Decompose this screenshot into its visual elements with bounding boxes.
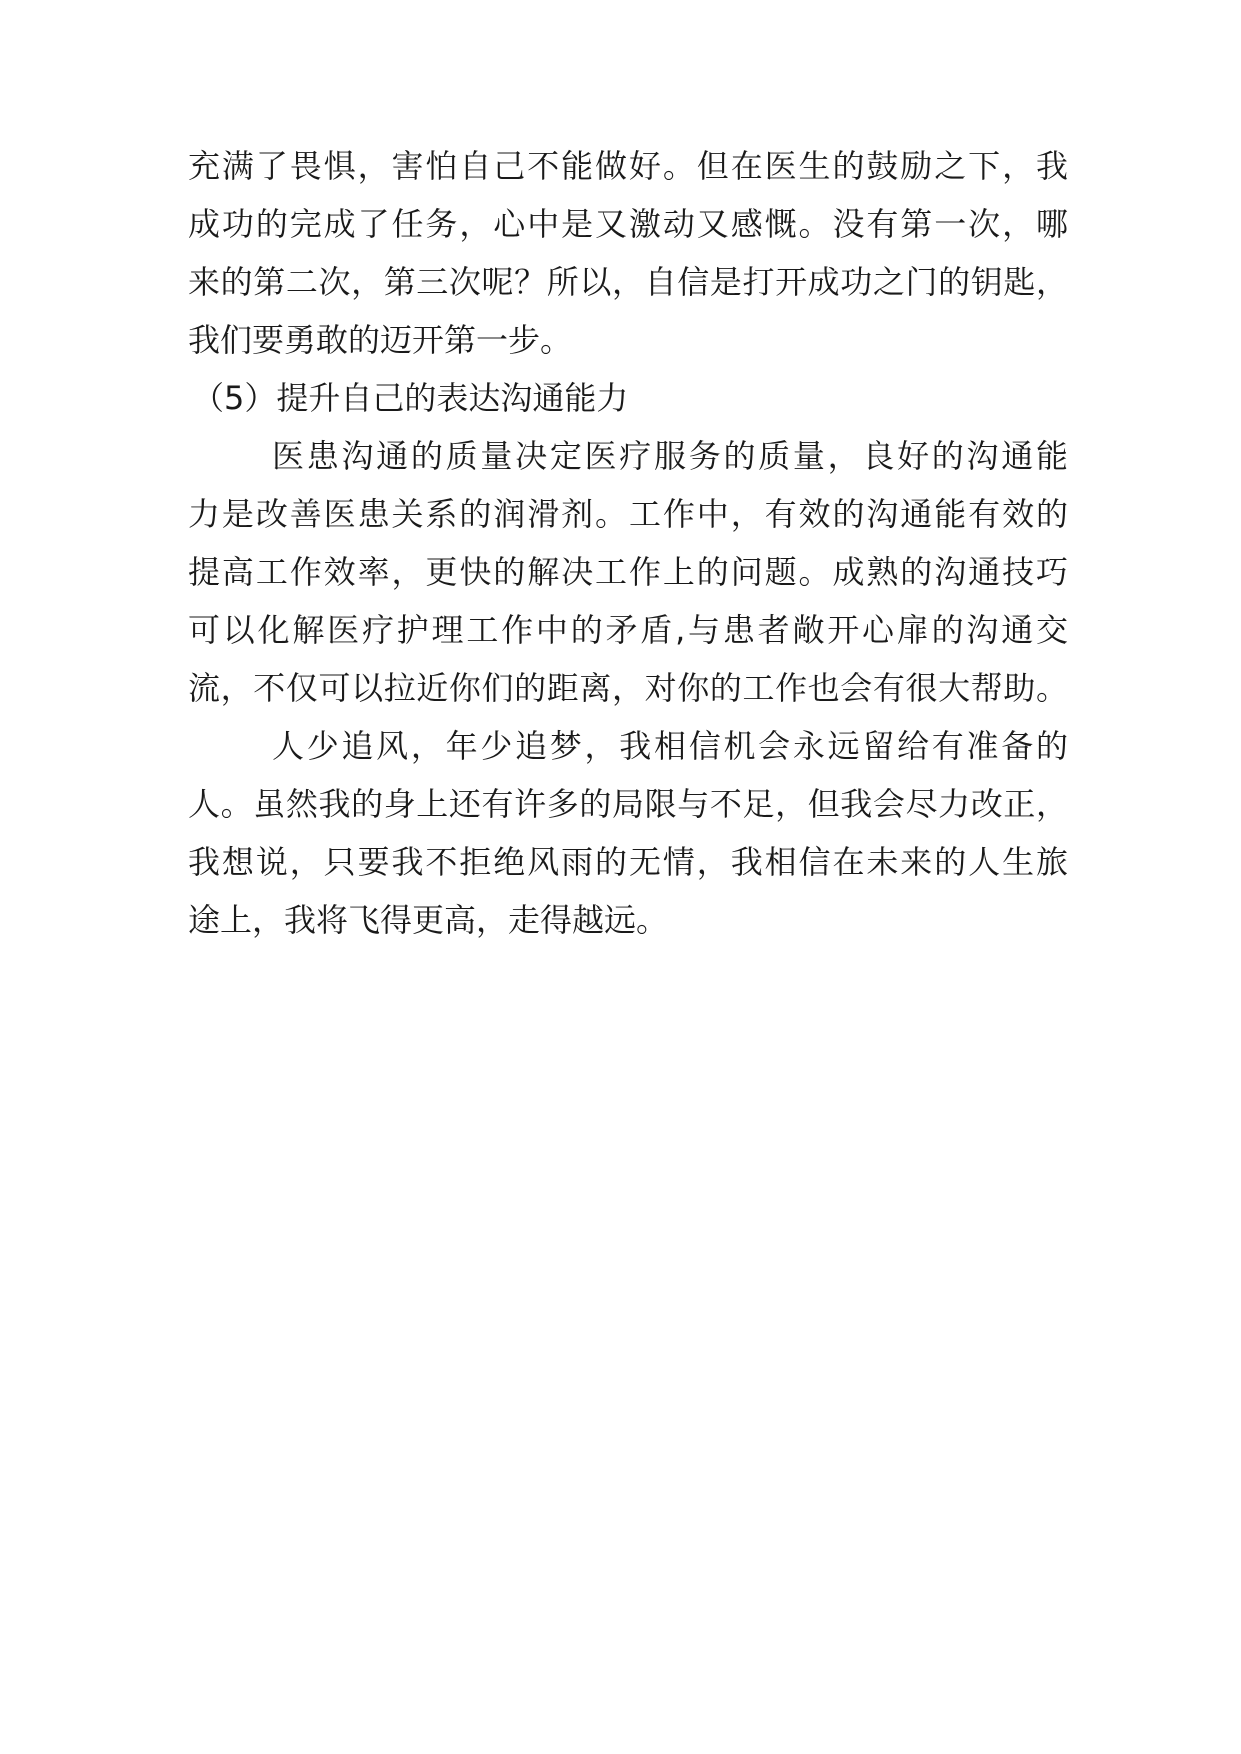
paragraph-3-line-3: 我想说，只要我不拒绝风雨的无情，我相信在未来的人生旅 [188, 843, 1068, 881]
paragraph-2-line-3: 提高工作效率，更快的解决工作上的问题。成熟的沟通技巧 [188, 553, 1068, 591]
paragraph-2-line-5: 流，不仅可以拉近你们的距离，对你的工作也会有很大帮助。 [188, 669, 1068, 707]
paragraph-1-line-3: 来的第二次，第三次呢？所以，自信是打开成功之门的钥匙， [188, 263, 1068, 301]
paragraph-3-line-1: 人少追风，年少追梦，我相信机会永远留给有准备的 [272, 727, 1068, 765]
paragraph-1-line-1: 充满了畏惧，害怕自己不能做好。但在医生的鼓励之下，我 [188, 147, 1068, 185]
paragraph-3-line-2: 人。虽然我的身上还有许多的局限与不足，但我会尽力改正， [188, 785, 1068, 823]
section-heading: （5）提升自己的表达沟通能力 [192, 379, 629, 417]
paragraph-2-line-2: 力是改善医患关系的润滑剂。工作中，有效的沟通能有效的 [188, 495, 1068, 533]
paragraph-1-line-2: 成功的完成了任务，心中是又激动又感慨。没有第一次，哪 [188, 205, 1068, 243]
paragraph-2-line-4: 可以化解医疗护理工作中的矛盾,与患者敞开心扉的沟通交 [188, 611, 1068, 649]
paragraph-1-line-4: 我们要勇敢的迈开第一步。 [188, 321, 573, 359]
paragraph-3-line-4: 途上，我将飞得更高，走得越远。 [188, 901, 669, 939]
paragraph-2-line-1: 医患沟通的质量决定医疗服务的质量，良好的沟通能 [272, 437, 1068, 475]
